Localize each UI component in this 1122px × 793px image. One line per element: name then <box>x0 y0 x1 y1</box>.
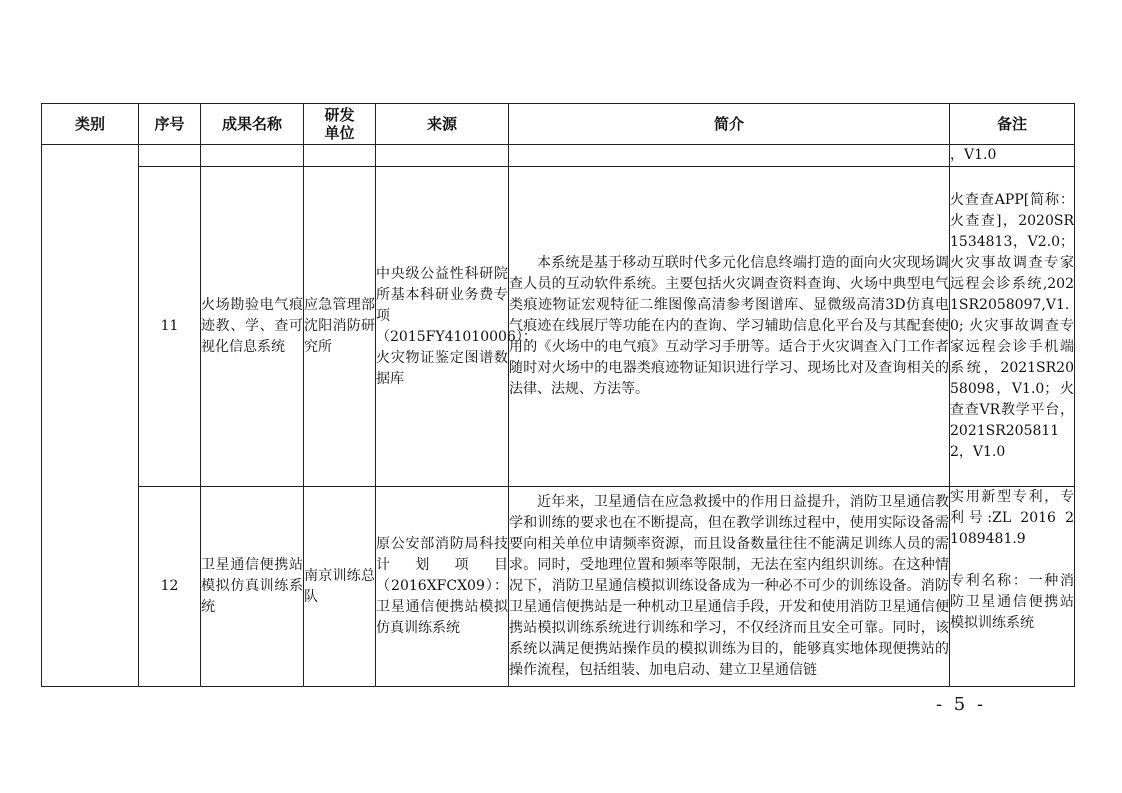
header-remark: 备注 <box>950 104 1075 145</box>
row-intro <box>509 167 950 487</box>
intro-text: 近年来，卫星通信在应急救援中的作用日益提升，消防卫星通信教学和训练的要求也在不断提高，但在教学训练过程中，使用实际设备需要向相关单位申请频率资源，而且设备数量往往不能满足训练人员的需求。同时，受地理位置和频率等限制，无法在室内组织训练。在这种情况下，消防卫星通信模拟训练设备成为一种必不可少的训练设备。消防卫星通信便携站是一种机动卫星通信手段，开发和使用消防卫星通信便携站模拟训练系统进行训练和学习，不仅经济而且安全可靠。同时，该系统以满足便携站操作员的模拟训练为目的，能够真实地体现便携站的操作流程，包括组装、加电启动、建立卫星通信链 <box>509 494 949 678</box>
row-remark <box>950 167 1075 487</box>
table-row <box>42 167 1075 487</box>
remark-text: 火查查APP[简称：火查查]，2020SR1534813，V2.0；火灾事故调查专家远程会诊系统,2021SR2058097,V1.0; 火灾事故调查专家远程会诊手机端系统，2021SR2058098，V1.0；火查查VR教学平台，2021SR2058112，V1.0 <box>950 192 1074 460</box>
row-unit: 应急管理部沈阳消防研究所 <box>304 167 376 487</box>
row-remark <box>950 487 1075 687</box>
row-source: 中央级公益性科研院所基本科研业务费专项（2015FY41010006）：火灾物证鉴定图谱数据库 <box>376 167 509 487</box>
cont-remark-cell: ，V1.0 <box>950 145 1075 167</box>
header-name: 成果名称 <box>201 104 304 145</box>
cont-intro-cell <box>509 145 950 167</box>
category-cell <box>42 145 139 687</box>
intro-text: 本系统是基于移动互联时代多元化信息终端打造的面向火灾现场调查人员的互动软件系统。主要包括火灾调查资料查询、火场中典型电气类痕迹物证宏观特征二维图像高清参考图谱库、显微级高清3D仿真电气痕迹在线展厅等功能在内的查询、学习辅助信息化平台及与其配套使用的《火场中的电气痕》互动学习手册等。适合于火灾调查入门工作者随时对火场中的电器类痕迹物证知识进行学习、现场比对及查询相关的法律、法规、方法等。 <box>509 255 949 397</box>
header-unit: 研发 单位 <box>304 104 376 145</box>
row-name: 卫星通信便携站模拟仿真训练系统 <box>201 487 304 687</box>
cont-name-cell <box>201 145 304 167</box>
row-seq: 12 <box>139 487 201 687</box>
row-seq: 11 <box>139 167 201 487</box>
cont-seq-cell <box>139 145 201 167</box>
header-row <box>42 104 1075 145</box>
header-source: 来源 <box>376 104 509 145</box>
cont-unit-cell <box>304 145 376 167</box>
achievement-table <box>41 103 1075 687</box>
remark-text: 专利名称：一种消防卫星通信便携站模拟训练系统 <box>950 573 1074 631</box>
cont-source-cell <box>376 145 509 167</box>
row-name: 火场勘验电气痕迹教、学、查可视化信息系统 <box>201 167 304 487</box>
header-seq: 序号 <box>139 104 201 145</box>
row-source: 原公安部消防局科技计划项目（2016XFCX09）：卫星通信便携站模拟仿真训练系统 <box>376 487 509 687</box>
remark-text: 实用新型专利，专利号:ZL 2016 2 1089481.9 <box>950 489 1074 547</box>
continuation-row <box>42 145 1075 167</box>
table-row <box>42 487 1075 687</box>
page-number: - 5 - <box>936 694 987 715</box>
header-category: 类别 <box>42 104 139 145</box>
row-intro <box>509 487 950 687</box>
row-unit: 南京训练总队 <box>304 487 376 687</box>
header-intro: 简介 <box>509 104 950 145</box>
